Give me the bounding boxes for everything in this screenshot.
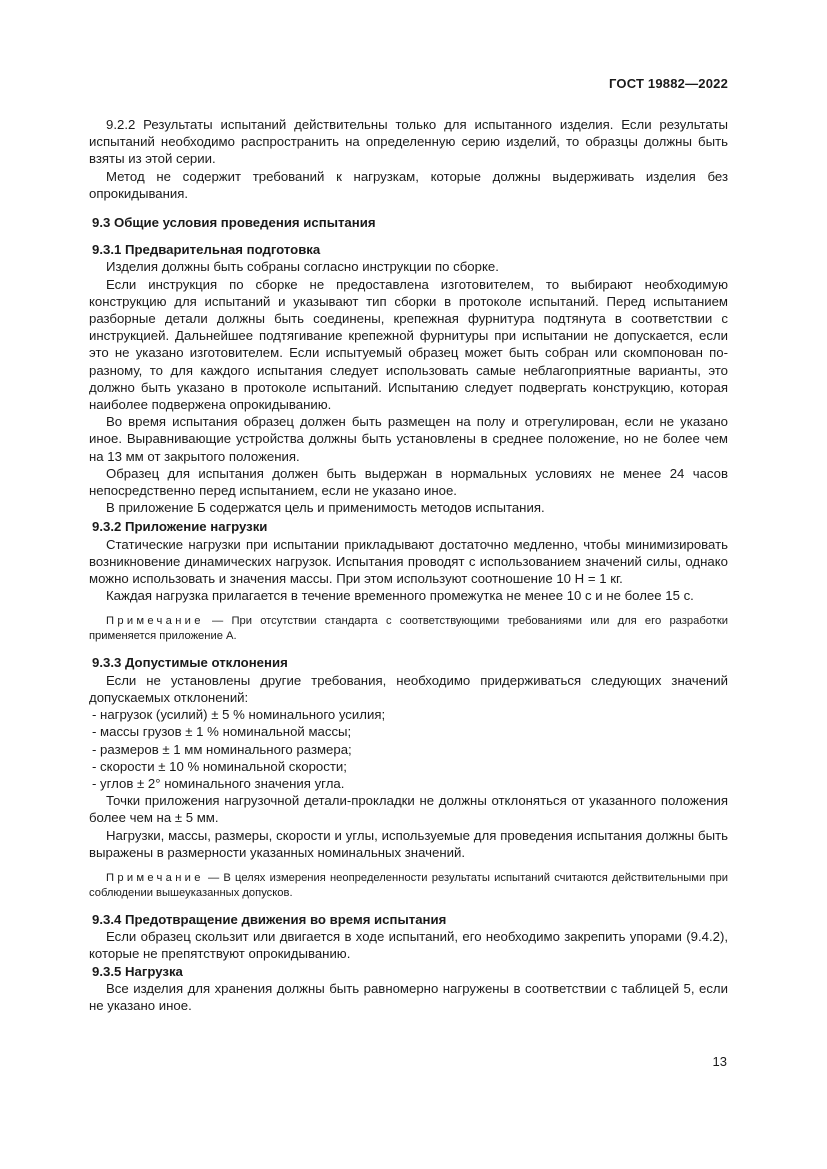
section-heading-9-3: 9.3 Общие условия проведения испытания [92, 215, 376, 231]
tolerance-list [89, 706, 728, 792]
note [89, 614, 728, 644]
paragraph: Образец для испытания должен быть выдержан в нормальных условиях не менее 24 часов непосредственно перед испытанием, если не указано иное. [89, 465, 728, 499]
paragraph-9-2-2: 9.2.2 Результаты испытаний действительны только для испытанного изделия. Если результаты испытаний необходимо распространить на определенную серию изделий, то образцы должны быть взяты из этой серии. [89, 117, 728, 167]
note-label: Примечание [106, 871, 204, 884]
note-text: — При отсутствии стандарта с соответствующими требованиями или для его разработки применяется приложение А. [89, 615, 728, 643]
paragraph-method-note: Метод не содержит требований к нагрузкам, которые должны выдерживать изделия без опрокидывания. [89, 168, 728, 201]
paragraph: Статические нагрузки при испытании прикладывают достаточно медленно, чтобы минимизировать возникновение динамических нагрузок. Испытания проводят с использованием значений силы, однако можно использовать и значения массы. При этом используют соотношение 10 Н = 1 кг. [89, 536, 728, 587]
document-header: ГОСТ 19882—2022 [609, 76, 728, 91]
paragraph: Во время испытания образец должен быть размещен на полу и отрегулирован, если не указано иное. Выравнивающие устройства должны быть установлены в среднее положение, но не более чем на 13 мм от закрытого положения. [89, 414, 728, 464]
list-item: - размеров ± 1 мм номинального размера; [92, 741, 352, 757]
note [89, 871, 728, 901]
page-content [89, 116, 728, 1014]
note-label: Примечание [106, 615, 204, 628]
paragraph: Если не установлены другие требования, необходимо придерживаться следующих значений допускаемых отклонений: [89, 672, 728, 705]
section-heading-9-3-3: 9.3.3 Допустимые отклонения [92, 655, 288, 671]
paragraph: Нагрузки, массы, размеры, скорости и углы, используемые для проведения испытания должны быть выражены в размерности указанных номинальных значений. [89, 827, 728, 860]
list-item: - массы грузов ± 1 % номинальной массы; [92, 724, 352, 740]
note-text: — В целях измерения неопределенности результаты испытаний считаются действительными при соблюдении вышеуказанных допусков. [89, 871, 728, 899]
section-heading-9-3-4: 9.3.4 Предотвращение движения во время испытания [92, 911, 447, 927]
section-heading-9-3-5: 9.3.5 Нагрузка [92, 963, 183, 979]
page-number: 13 [712, 1054, 727, 1069]
list-item: - нагрузок (усилий) ± 5 % номинального усилия; [92, 707, 386, 723]
section-heading-9-3-2: 9.3.2 Приложение нагрузки [92, 519, 268, 535]
list-item: - скорости ± 10 % номинальной скорости; [92, 758, 347, 774]
paragraph: В приложение Б содержатся цель и применимость методов испытания. [106, 500, 545, 516]
paragraph: Если инструкция по сборке не предоставлена изготовителем, то выбирают необходимую конструкцию для испытаний и указывают тип сборки в протоколе испытаний. Перед испытанием разборные детали должны быть соединены, крепежная фурнитура подтянута в соответствии с инструкцией. Дальнейшее подтягивание крепежной фурнитуры при испытании не допускается, если это не указано изготовителем. Если испытуемый образец может быть собран или скомпонован по-разному, то для каждого испытания следует использовать самые неблагоприятные варианты, это должно быть указано в протоколе испытаний. Испытанию следует подвергать конструкцию, которая наиболее подвержена опрокидыванию. [89, 276, 728, 413]
paragraph: Изделия должны быть собраны согласно инструкции по сборке. [106, 259, 499, 275]
section-heading-9-3-1: 9.3.1 Предварительная подготовка [92, 242, 321, 258]
paragraph: Точки приложения нагрузочной детали-прокладки не должны отклоняться от указанного положения более чем на ± 5 мм. [89, 793, 728, 826]
list-item: - углов ± 2° номинального значения угла. [92, 775, 345, 791]
paragraph: Если образец скользит или двигается в ходе испытаний, его необходимо закрепить упорами (9.4.2), которые не препятствуют опрокидыванию. [89, 929, 728, 962]
paragraph: Все изделия для хранения должны быть равномерно нагружены в соответствии с таблицей 5, если не указано иное. [89, 980, 728, 1013]
paragraph: Каждая нагрузка прилагается в течение временного промежутка не менее 10 с и не более 15 с. [106, 588, 694, 604]
